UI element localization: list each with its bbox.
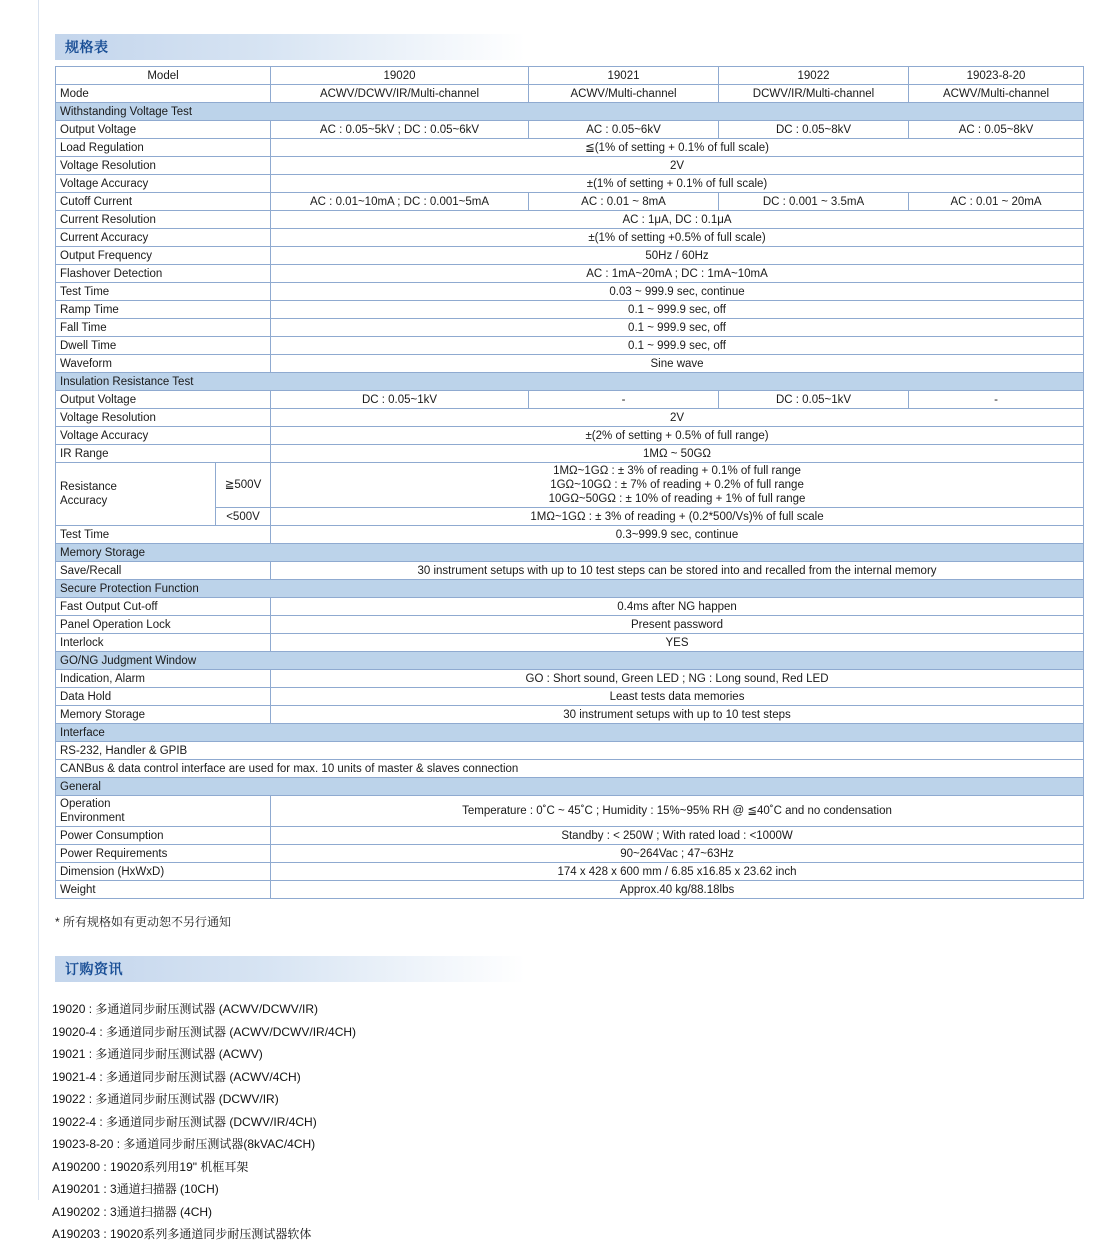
cell-panel-operation-lock: Present password: [271, 616, 1084, 634]
spec-footnote: * 所有规格如有更动恕不另行通知: [55, 915, 232, 929]
cell-ir-output-voltage-19022: DC : 0.05~1kV: [719, 391, 909, 409]
table-row: [56, 427, 1084, 445]
mode-19023: ACWV/Multi-channel: [909, 85, 1084, 103]
table-row: [56, 445, 1084, 463]
row-label-ir-range: IR Range: [56, 445, 271, 463]
cell-voltage-resolution-wv: 2V: [271, 157, 1084, 175]
row-label-panel-operation-lock: Panel Operation Lock: [56, 616, 271, 634]
cell-memory-storage-gong: 30 instrument setups with up to 10 test steps: [271, 706, 1084, 724]
page-left-rule: [38, 0, 39, 1200]
row-label-memory-storage-gong: Memory Storage: [56, 706, 271, 724]
cell-cutoff-current-19020: AC : 0.01~10mA ; DC : 0.001~5mA: [271, 193, 529, 211]
cell-dwell-time: 0.1 ~ 999.9 sec, off: [271, 337, 1084, 355]
row-label-current-accuracy: Current Accuracy: [56, 229, 271, 247]
cell-output-voltage-19020: AC : 0.05~5kV ; DC : 0.05~6kV: [271, 121, 529, 139]
group-gong-label: GO/NG Judgment Window: [56, 652, 1084, 670]
list-item: A190201 : 3通道扫描器 (10CH): [52, 1182, 219, 1196]
row-label-voltage-accuracy-ir: Voltage Accuracy: [56, 427, 271, 445]
cell-resistance-accuracy-low: 1MΩ~1GΩ : ± 3% of reading + (0.2*500/Vs)% of full scale: [271, 508, 1084, 526]
row-label-output-voltage-wv: Output Voltage: [56, 121, 271, 139]
row-label-voltage-accuracy-wv: Voltage Accuracy: [56, 175, 271, 193]
row-label-resistance-accuracy: [56, 463, 216, 526]
group-interface: [56, 724, 1084, 742]
group-memory-label: Memory Storage: [56, 544, 1084, 562]
table-row: [56, 526, 1084, 544]
specifications-table: [55, 66, 1084, 899]
cell-ir-output-voltage-19023: -: [909, 391, 1084, 409]
table-row-mode: [56, 85, 1084, 103]
row-label-cutoff-current: Cutoff Current: [56, 193, 271, 211]
table-row: [56, 301, 1084, 319]
list-item: 19023-8-20 : 多通道同步耐压测试器(8kVAC/4CH): [52, 1137, 316, 1151]
list-item: 19021 : 多通道同步耐压测试器 (ACWV): [52, 1047, 263, 1061]
table-row-model: [56, 67, 1084, 85]
resistance-accuracy-high-line2: 1GΩ~10GΩ : ± 7% of reading + 0.2% of full range: [550, 479, 804, 491]
row-label-fall-time: Fall Time: [56, 319, 271, 337]
model-19023: 19023-8-20: [909, 67, 1084, 85]
cell-output-voltage-19023: AC : 0.05~8kV: [909, 121, 1084, 139]
row-label-load-regulation: Load Regulation: [56, 139, 271, 157]
cell-data-hold: Least tests data memories: [271, 688, 1084, 706]
resistance-accuracy-sub-low: <500V: [216, 508, 271, 526]
cell-ir-range: 1MΩ ~ 50GΩ: [271, 445, 1084, 463]
table-row: [56, 796, 1084, 827]
row-label-flashover-detection: Flashover Detection: [56, 265, 271, 283]
cell-ir-output-voltage-19021: -: [529, 391, 719, 409]
table-row: [56, 265, 1084, 283]
cell-ramp-time: 0.1 ~ 999.9 sec, off: [271, 301, 1084, 319]
ordering-list: [52, 998, 1102, 1246]
resistance-accuracy-high-line1: 1MΩ~1GΩ : ± 3% of reading + 0.1% of full range: [553, 465, 801, 477]
row-label-current-resolution: Current Resolution: [56, 211, 271, 229]
table-row: [56, 863, 1084, 881]
table-row: [56, 670, 1084, 688]
list-item: A190202 : 3通道扫描器 (4CH): [52, 1204, 213, 1219]
cell-output-frequency: 50Hz / 60Hz: [271, 247, 1084, 265]
row-label-dwell-time: Dwell Time: [56, 337, 271, 355]
row-label-ramp-time: Ramp Time: [56, 301, 271, 319]
group-general-label: General: [56, 778, 1084, 796]
table-row: [56, 157, 1084, 175]
table-row: [56, 881, 1084, 899]
cell-voltage-resolution-ir: 2V: [271, 409, 1084, 427]
ordering-section-heading: [55, 956, 525, 982]
row-label-voltage-resolution-ir: Voltage Resolution: [56, 409, 271, 427]
cell-voltage-accuracy-wv: ±(1% of setting + 0.1% of full scale): [271, 175, 1084, 193]
model-label: Model: [56, 67, 271, 85]
cell-interlock: YES: [271, 634, 1084, 652]
table-row: [56, 598, 1084, 616]
cell-fast-output-cutoff: 0.4ms after NG happen: [271, 598, 1084, 616]
cell-interface-line1: RS-232, Handler & GPIB: [56, 742, 1084, 760]
cell-voltage-accuracy-ir: ±(2% of setting + 0.5% of full range): [271, 427, 1084, 445]
row-label-test-time-wv: Test Time: [56, 283, 271, 301]
row-label-weight: Weight: [56, 881, 271, 899]
cell-cutoff-current-19022: DC : 0.001 ~ 3.5mA: [719, 193, 909, 211]
mode-19022: DCWV/IR/Multi-channel: [719, 85, 909, 103]
cell-ir-output-voltage-19020: DC : 0.05~1kV: [271, 391, 529, 409]
row-label-data-hold: Data Hold: [56, 688, 271, 706]
row-label-save-recall: Save/Recall: [56, 562, 271, 580]
operation-environment-line1: Operation: [60, 798, 111, 810]
group-gong-judgment: [56, 652, 1084, 670]
list-item: A190200 : 19020系列用19" 机框耳架: [52, 1159, 249, 1174]
table-row: [56, 139, 1084, 157]
cell-power-consumption: Standby : < 250W ; With rated load : <1000W: [271, 827, 1084, 845]
list-item: 19020 : 多通道同步耐压测试器 (ACWV/DCWV/IR): [52, 1002, 319, 1016]
group-insulation-label: Insulation Resistance Test: [56, 373, 1084, 391]
table-row: [56, 634, 1084, 652]
cell-waveform: Sine wave: [271, 355, 1084, 373]
row-label-operation-environment: [56, 796, 271, 827]
cell-resistance-accuracy-high: [271, 463, 1084, 508]
resistance-accuracy-label-line1: Resistance: [60, 481, 117, 493]
resistance-accuracy-sub-high: ≧500V: [216, 463, 271, 508]
cell-test-time-ir: 0.3~999.9 sec, continue: [271, 526, 1084, 544]
table-row-resistance-accuracy-high: [56, 463, 1084, 508]
cell-output-voltage-19022: DC : 0.05~8kV: [719, 121, 909, 139]
table-row: [56, 391, 1084, 409]
row-label-output-voltage-ir: Output Voltage: [56, 391, 271, 409]
cell-output-voltage-19021: AC : 0.05~6kV: [529, 121, 719, 139]
operation-environment-line2: Environment: [60, 812, 125, 824]
resistance-accuracy-label-line2: Accuracy: [60, 495, 108, 507]
row-label-output-frequency: Output Frequency: [56, 247, 271, 265]
list-item: 19022-4 : 多通道同步耐压测试器 (DCWV/IR/4CH): [52, 1114, 317, 1129]
list-item: 19022 : 多通道同步耐压测试器 (DCWV/IR): [52, 1092, 279, 1106]
table-row: [56, 409, 1084, 427]
table-row: [56, 616, 1084, 634]
row-label-dimension: Dimension (HxWxD): [56, 863, 271, 881]
cell-indication-alarm: GO : Short sound, Green LED ; NG : Long sound, Red LED: [271, 670, 1084, 688]
table-row: [56, 742, 1084, 760]
row-label-interlock: Interlock: [56, 634, 271, 652]
table-row: [56, 706, 1084, 724]
cell-load-regulation: ≦(1% of setting + 0.1% of full scale): [271, 139, 1084, 157]
table-row: [56, 229, 1084, 247]
cell-current-accuracy: ±(1% of setting +0.5% of full scale): [271, 229, 1084, 247]
cell-flashover-detection: AC : 1mA~20mA ; DC : 1mA~10mA: [271, 265, 1084, 283]
mode-19021: ACWV/Multi-channel: [529, 85, 719, 103]
table-row: [56, 175, 1084, 193]
cell-weight: Approx.40 kg/88.18lbs: [271, 881, 1084, 899]
row-label-test-time-ir: Test Time: [56, 526, 271, 544]
list-item: 19020-4 : 多通道同步耐压测试器 (ACWV/DCWV/IR/4CH): [52, 1024, 357, 1039]
model-19021: 19021: [529, 67, 719, 85]
group-memory-storage: [56, 544, 1084, 562]
row-label-power-requirements: Power Requirements: [56, 845, 271, 863]
list-item: A190203 : 19020系列多通道同步耐压测试器软体: [52, 1227, 312, 1241]
table-row: [56, 319, 1084, 337]
cell-dimension: 174 x 428 x 600 mm / 6.85 x16.85 x 23.62 inch: [271, 863, 1084, 881]
cell-operation-environment: Temperature : 0˚C ~ 45˚C ; Humidity : 15%~95% RH @ ≦40˚C and no condensation: [271, 796, 1084, 827]
cell-cutoff-current-19023: AC : 0.01 ~ 20mA: [909, 193, 1084, 211]
table-row: [56, 562, 1084, 580]
resistance-accuracy-high-line3: 10GΩ~50GΩ : ± 10% of reading + 1% of full range: [548, 493, 806, 505]
spec-section-title: 规格表: [65, 39, 109, 55]
mode-label: Mode: [56, 85, 271, 103]
group-insulation-resistance: [56, 373, 1084, 391]
group-interface-label: Interface: [56, 724, 1084, 742]
table-row: [56, 827, 1084, 845]
ordering-section-title: 订购资讯: [65, 961, 123, 977]
group-withstanding-label: Withstanding Voltage Test: [56, 103, 1084, 121]
table-row: [56, 283, 1084, 301]
table-row: [56, 121, 1084, 139]
list-item: 19021-4 : 多通道同步耐压测试器 (ACWV/4CH): [52, 1069, 301, 1084]
cell-cutoff-current-19021: AC : 0.01 ~ 8mA: [529, 193, 719, 211]
row-label-fast-output-cutoff: Fast Output Cut-off: [56, 598, 271, 616]
row-label-waveform: Waveform: [56, 355, 271, 373]
cell-interface-line2: CANBus & data control interface are used for max. 10 units of master & slaves connection: [56, 760, 1084, 778]
table-row: [56, 688, 1084, 706]
table-row: [56, 355, 1084, 373]
table-row: [56, 193, 1084, 211]
table-row: [56, 845, 1084, 863]
group-secure-protection: [56, 580, 1084, 598]
cell-power-requirements: 90~264Vac ; 47~63Hz: [271, 845, 1084, 863]
model-19022: 19022: [719, 67, 909, 85]
table-row: [56, 211, 1084, 229]
cell-save-recall: 30 instrument setups with up to 10 test steps can be stored into and recalled from the internal memory: [271, 562, 1084, 580]
group-general: [56, 778, 1084, 796]
row-label-indication-alarm: Indication, Alarm: [56, 670, 271, 688]
mode-19020: ACWV/DCWV/IR/Multi-channel: [271, 85, 529, 103]
row-label-power-consumption: Power Consumption: [56, 827, 271, 845]
group-withstanding-voltage: [56, 103, 1084, 121]
cell-test-time-wv: 0.03 ~ 999.9 sec, continue: [271, 283, 1084, 301]
cell-current-resolution: AC : 1μA, DC : 0.1μA: [271, 211, 1084, 229]
cell-fall-time: 0.1 ~ 999.9 sec, off: [271, 319, 1084, 337]
group-secure-label: Secure Protection Function: [56, 580, 1084, 598]
spec-section-heading: [55, 34, 525, 60]
model-19020: 19020: [271, 67, 529, 85]
row-label-voltage-resolution-wv: Voltage Resolution: [56, 157, 271, 175]
top-spacer: [0, 0, 1102, 34]
table-row: [56, 247, 1084, 265]
table-row: [56, 337, 1084, 355]
table-row: [56, 760, 1084, 778]
